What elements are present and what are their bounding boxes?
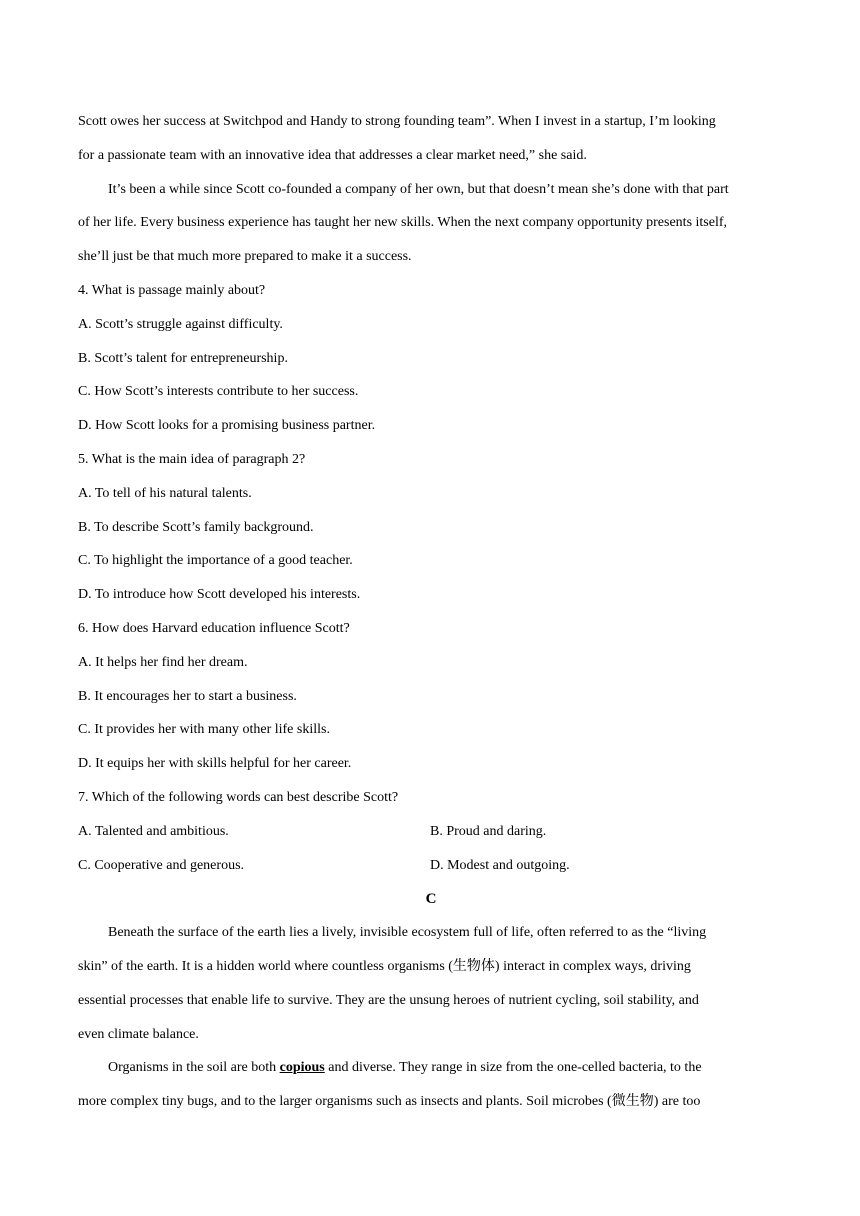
question-6	[78, 618, 784, 787]
text-segment: and diverse. They range in size from the one-celled bacteria, to the	[324, 1060, 702, 1076]
answer-option: C. It provides her with many other life skills.	[78, 722, 330, 738]
section-heading: C	[425, 891, 437, 908]
question-4	[78, 280, 784, 449]
answer-option: B. Proud and daring.	[430, 823, 547, 839]
text-line: she’ll just be that much more prepared to make it a success.	[78, 249, 412, 265]
answer-option: A. To tell of his natural talents.	[78, 485, 252, 501]
text-line: It’s been a while since Scott co-founded a company of her own, but that doesn’t mean she’s done with that part	[108, 181, 729, 197]
passage-b-paragraph	[78, 111, 784, 179]
question-stem: 6. How does Harvard education influence Scott?	[78, 620, 350, 636]
question-5	[78, 449, 784, 618]
answer-option: D. To introduce how Scott developed his interests.	[78, 587, 361, 603]
text-segment: Organisms in the soil are both	[108, 1060, 280, 1076]
answer-option: B. It encourages her to start a business.	[78, 688, 297, 704]
answer-option: D. It equips her with skills helpful for her career.	[78, 756, 352, 772]
text-line: skin” of the earth. It is a hidden world where countless organisms (生物体) interact in complex ways, driving	[78, 958, 691, 974]
question-stem: 5. What is the main idea of paragraph 2?	[78, 451, 306, 467]
answer-option: D. Modest and outgoing.	[430, 857, 570, 873]
answer-option: A. Talented and ambitious.	[78, 823, 229, 839]
keyword-copious: copious	[279, 1060, 325, 1076]
text-line: for a passionate team with an innovative idea that addresses a clear market need,” she said.	[78, 147, 587, 163]
answer-option: C. How Scott’s interests contribute to her success.	[78, 384, 359, 400]
text-line: even climate balance.	[78, 1026, 199, 1042]
text-line	[78, 1057, 784, 1091]
answer-option: C. Cooperative and generous.	[78, 857, 245, 873]
option-row	[78, 855, 784, 889]
passage-c-paragraph	[78, 922, 784, 1057]
answer-option: B. Scott’s talent for entrepreneurship.	[78, 350, 288, 366]
text-line: Scott owes her success at Switchpod and Handy to strong founding team”. When I invest in a startup, I’m looking	[78, 114, 716, 129]
text-line: of her life. Every business experience has taught her new skills. When the next company opportunity presents itself,	[78, 215, 728, 231]
text-line: Beneath the surface of the earth lies a lively, invisible ecosystem full of life, often referred to as the “living	[108, 925, 707, 941]
answer-option: A. Scott’s struggle against difficulty.	[78, 316, 283, 332]
question-7	[78, 787, 784, 888]
document-page	[78, 111, 784, 1125]
question-stem: 7. Which of the following words can best describe Scott?	[78, 789, 399, 805]
text-line: essential processes that enable life to survive. They are the unsung heroes of nutrient cycling, soil stability, and	[78, 992, 699, 1008]
passage-b-paragraph	[78, 179, 784, 280]
text-line: more complex tiny bugs, and to the larger organisms such as insects and plants. Soil microbes (微生物) are too	[78, 1094, 701, 1110]
option-row	[78, 821, 784, 855]
answer-option: D. How Scott looks for a promising business partner.	[78, 418, 376, 434]
question-stem: 4. What is passage mainly about?	[78, 282, 266, 298]
answer-option: B. To describe Scott’s family background.	[78, 519, 314, 535]
passage-c-paragraph	[78, 1057, 784, 1125]
answer-option: A. It helps her find her dream.	[78, 654, 248, 670]
answer-option: C. To highlight the importance of a good teacher.	[78, 553, 353, 569]
